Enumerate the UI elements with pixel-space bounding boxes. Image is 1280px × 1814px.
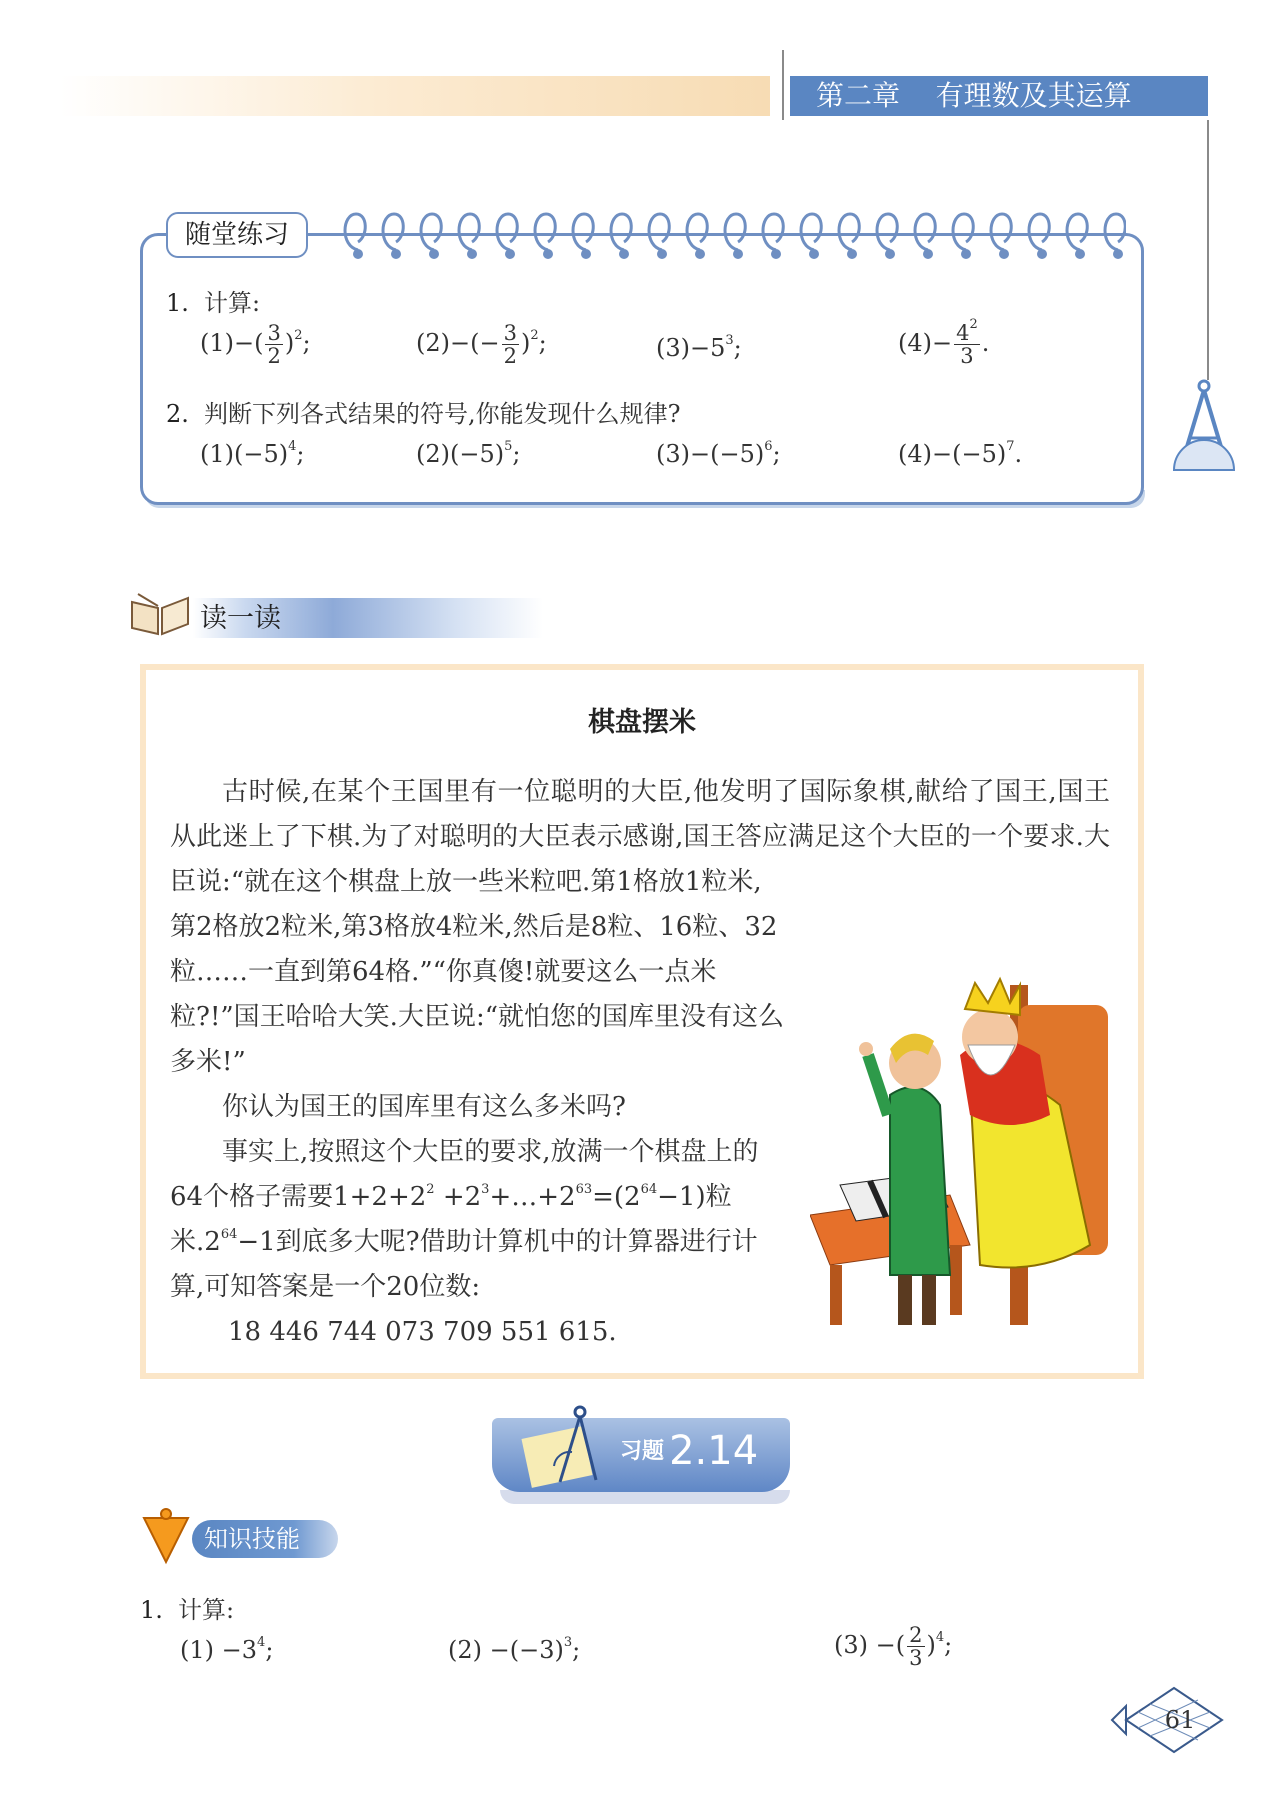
- exercise-q1-item-1: [180, 1636, 273, 1664]
- spiral-ring: [953, 214, 973, 259]
- item-end: ;: [772, 440, 781, 468]
- exponent: 4: [257, 1635, 266, 1650]
- fish-tail: [1112, 1706, 1126, 1734]
- fraction-denominator: 3: [960, 344, 974, 369]
- triangle-body: [144, 1518, 188, 1562]
- fraction-denominator: 2: [503, 344, 517, 369]
- fraction-numerator: [954, 317, 980, 345]
- exponent: 5: [504, 439, 513, 454]
- skill-triangle-icon: [140, 1506, 192, 1566]
- item-end: ;: [512, 440, 521, 468]
- spiral-ring: [345, 214, 365, 259]
- spiral-binding-icon: [336, 206, 1126, 268]
- question-number: 1.: [140, 1596, 163, 1624]
- text-run: 事实上,按照这个大臣的要求,放满一个棋盘上的64个格子需要1+2+2: [170, 1137, 759, 1212]
- item-suffix: ): [520, 329, 531, 358]
- reading-paragraph-3: [170, 1130, 790, 1310]
- item-end: ;: [302, 329, 311, 358]
- text-run: +2: [434, 1182, 482, 1212]
- open-book-icon: [128, 590, 192, 638]
- practice-q2-item-3: [656, 440, 781, 468]
- item-label: (1): [200, 440, 234, 468]
- fraction: [907, 1624, 924, 1669]
- exponent: 3: [481, 1182, 490, 1197]
- page-number: 61: [1164, 1706, 1196, 1734]
- fraction-numerator: 2: [909, 1623, 923, 1647]
- fraction-numerator: 3: [267, 321, 281, 345]
- item-label: (3): [834, 1631, 868, 1660]
- minister-arm: [868, 1055, 888, 1115]
- minister-leg: [922, 1275, 936, 1325]
- item-end: ;: [944, 1631, 953, 1660]
- exponent: 64: [220, 1227, 238, 1242]
- question-prompt: 计算:: [178, 1596, 235, 1624]
- item-expr: −(−5): [690, 440, 765, 468]
- text-run: (2: [613, 1182, 641, 1212]
- exercise-q1-item-3: [834, 1624, 952, 1669]
- exponent: 3: [725, 333, 734, 348]
- item-end: ;: [296, 440, 305, 468]
- spiral-ring: [535, 214, 555, 259]
- practice-q2-item-1: [200, 440, 304, 468]
- exponent: 6: [764, 439, 773, 454]
- spiral-ring: [1067, 214, 1087, 259]
- margin-line: [1207, 120, 1209, 380]
- item-label: (4): [898, 329, 932, 358]
- compass-hinge: [575, 1407, 585, 1417]
- exercise-label-small: 习题: [620, 1439, 665, 1464]
- item-label: (2): [448, 1636, 482, 1664]
- item-expr: −5: [690, 334, 726, 362]
- item-label: (2): [416, 440, 450, 468]
- spiral-ring: [1105, 214, 1125, 259]
- spiral-ring: [649, 214, 669, 259]
- item-end: .: [981, 329, 990, 358]
- fraction-numerator: 3: [503, 321, 517, 345]
- spiral-ring: [839, 214, 859, 259]
- practice-q2-item-2: [416, 440, 520, 468]
- table-leg: [950, 1245, 962, 1315]
- item-expr: (−5): [450, 440, 505, 468]
- reading-paragraph-1: 古时候,在某个王国里有一位聪明的大臣,他发明了国际象棋,献给了国王,国王从此迷上了下棋.为了对聪明的大臣表示感谢,国王答应满足这个大臣的一个要求.大臣说:“就在这个棋盘上放一些米粒吧.第1格放1粒米,: [170, 777, 1110, 897]
- text-run: =: [592, 1182, 614, 1212]
- triangle-knob: [161, 1509, 171, 1519]
- spiral-ring: [877, 214, 897, 259]
- item-prefix: −(−: [450, 329, 500, 358]
- exponent: 2: [294, 328, 303, 344]
- item-label: (1): [200, 329, 234, 358]
- spiral-ring: [383, 214, 403, 259]
- item-end: ;: [733, 334, 742, 362]
- practice-q1-item-2: [416, 322, 547, 367]
- exercise-q1: [140, 1590, 234, 1625]
- exponent: 4: [935, 1630, 945, 1646]
- item-label: (3): [656, 334, 690, 362]
- item-end: .: [1014, 440, 1023, 468]
- item-label: (2): [416, 329, 450, 358]
- minister-leg: [898, 1275, 912, 1325]
- item-end: ;: [265, 1636, 274, 1664]
- spiral-ring: [421, 214, 441, 259]
- exponent: 63: [575, 1182, 593, 1197]
- fraction: [954, 317, 980, 369]
- question-prompt: 计算:: [204, 289, 261, 317]
- fraction: [265, 322, 282, 367]
- practice-q1-item-3: [656, 334, 742, 362]
- item-suffix: ): [284, 329, 295, 358]
- practice-q1-item-4: [898, 317, 990, 369]
- exponent: 3: [563, 1635, 573, 1650]
- exponent: 2: [530, 328, 539, 344]
- exponent: 2: [969, 317, 978, 332]
- exercise-q1-item-2: [448, 1636, 580, 1664]
- exponent: 4: [288, 439, 297, 454]
- text-run: +…+2: [489, 1182, 576, 1212]
- spiral-ring: [991, 214, 1011, 259]
- item-end: ;: [538, 329, 547, 358]
- question-number: 1.: [166, 289, 189, 317]
- item-end: ;: [572, 1636, 581, 1664]
- reading-answer: 18 446 744 073 709 551 615.: [228, 1317, 617, 1347]
- fraction-denominator: 2: [267, 344, 281, 369]
- practice-q2-item-4: [898, 440, 1022, 468]
- chapter-title: 第二章 有理数及其运算: [790, 76, 1208, 116]
- practice-q1-item-1: [200, 322, 311, 367]
- practice-tag: 随堂练习: [166, 212, 308, 258]
- compass-icon: [1168, 378, 1240, 478]
- reading-paragraph-2: 你认为国王的国库里有这么多米吗?: [222, 1092, 626, 1122]
- minister-coat: [890, 1087, 950, 1275]
- table-leg: [830, 1265, 842, 1325]
- exponent: 2: [426, 1182, 435, 1197]
- text-run: −1到底多大呢?借助计算机中的计算器进行计算,可知答案是一个20位数:: [170, 1227, 758, 1302]
- spiral-ring: [1029, 214, 1049, 259]
- practice-q2: [166, 394, 681, 429]
- spiral-ring: [611, 214, 631, 259]
- item-prefix: −(: [875, 1631, 906, 1660]
- item-prefix: −: [932, 329, 953, 358]
- item-label: (4): [898, 440, 932, 468]
- reading-title: 棋盘摆米: [588, 707, 696, 738]
- exercise-label: [620, 1428, 758, 1474]
- item-label: (3): [656, 440, 690, 468]
- king-and-minister-illustration: [810, 945, 1140, 1345]
- skills-label: 知识技能: [192, 1520, 338, 1558]
- exponent: 64: [640, 1182, 658, 1197]
- spiral-ring: [915, 214, 935, 259]
- note-compass-icon: [520, 1404, 620, 1494]
- item-expr: −(−3): [489, 1636, 564, 1664]
- question-number: 2.: [166, 400, 189, 428]
- header-divider: [782, 50, 784, 120]
- item-expr: −3: [221, 1636, 258, 1664]
- spiral-ring: [763, 214, 783, 259]
- fraction: [502, 322, 519, 367]
- exercise-label-number: 2.14: [669, 1428, 759, 1474]
- read-section-title: 读一读: [200, 603, 281, 634]
- item-suffix: ): [926, 1631, 936, 1660]
- text-run: −1)粒米.2: [170, 1182, 732, 1257]
- question-prompt: 判断下列各式结果的符号,你能发现什么规律?: [204, 400, 681, 428]
- spiral-ring: [497, 214, 517, 259]
- spiral-ring: [801, 214, 821, 259]
- item-prefix: −(: [234, 329, 264, 358]
- fraction-denominator: 3: [909, 1646, 923, 1671]
- spiral-ring: [573, 214, 593, 259]
- minister-hand: [859, 1042, 873, 1056]
- item-label: (1): [180, 1636, 214, 1664]
- spiral-ring: [687, 214, 707, 259]
- item-expr: −(−5): [932, 440, 1007, 468]
- spiral-ring: [725, 214, 745, 259]
- exponent: 7: [1006, 439, 1015, 454]
- practice-q1: [166, 283, 260, 318]
- header-band: [60, 76, 770, 116]
- numerator-base: 4: [956, 321, 970, 345]
- item-expr: (−5): [234, 440, 289, 468]
- reading-paragraph-1-continued: 第2格放2粒米,第3格放4粒米,然后是8粒、16粒、32粒……一直到第64格.”“你真傻!就要这么一点米粒?!”国王哈哈大笑.大臣说:“就怕您的国库里没有这么多米!”: [170, 912, 784, 1077]
- spiral-ring: [459, 214, 479, 259]
